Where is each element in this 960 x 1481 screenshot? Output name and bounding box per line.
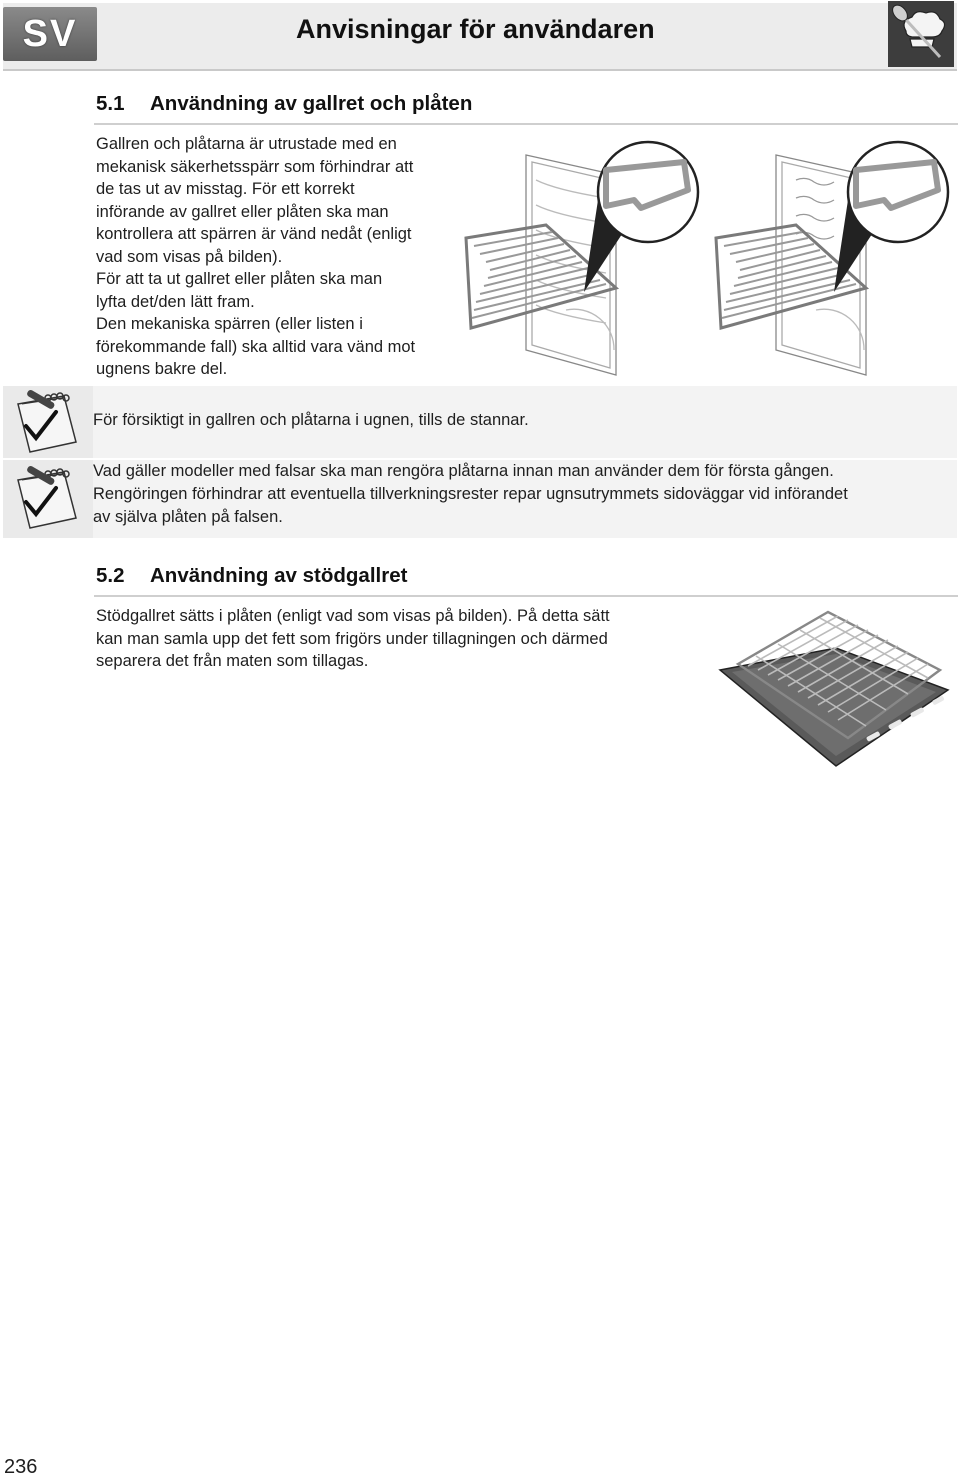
- section-2-paragraph: [96, 605, 706, 673]
- language-badge: [3, 7, 97, 61]
- text-line: förekommande fall) ska alltid vara vänd mot: [96, 337, 416, 356]
- section-heading-5-2: [96, 564, 407, 588]
- text-line: kontrollera att spärren är vänd nedåt (enligt: [96, 225, 412, 243]
- text-line: separera det från maten som tillagas.: [96, 652, 369, 670]
- section-divider: [94, 595, 958, 597]
- language-code: SV: [22, 12, 78, 55]
- text-line: Gallren och plåtarna är utrustade med en: [96, 135, 397, 153]
- text-line: vad som visas på bilden).: [96, 247, 283, 266]
- text-line: kan man samla upp det fett som frigörs under tillagningen och därmed: [96, 629, 608, 648]
- note-text: [93, 409, 956, 432]
- header-divider: [3, 69, 957, 71]
- text-line: För att ta ut gallret eller plåten ska man: [96, 270, 383, 288]
- text-line: Vad gäller modeller med falsar ska man rengöra plåtarna innan man använder dem för första gången.: [93, 462, 834, 480]
- section-heading-5-1: [96, 92, 472, 116]
- text-line: Rengöringen förhindrar att eventuella tillverkningsrester repar ugnsutrymmets sidoväggar vid införandet: [93, 485, 848, 503]
- text-line: mekanisk säkerhetsspärr som förhindrar att: [96, 157, 414, 176]
- notepad-check-icon: [12, 390, 82, 454]
- note-text: [93, 460, 956, 529]
- section-title: Användning av stödgallret: [150, 564, 408, 587]
- text-line: Den mekaniska spärren (eller listen i: [96, 315, 363, 333]
- text-line: lyfta det/den lätt fram.: [96, 292, 255, 311]
- text-line: av själva plåten på falsen.: [93, 508, 283, 526]
- text-line: Stödgallret sätts i plåten (enligt vad som visas på bilden). På detta sätt: [96, 607, 610, 625]
- text-line: ugnens bakre del.: [96, 360, 228, 378]
- page-number: 236: [4, 1456, 38, 1478]
- chef-hat-spoon-icon: [888, 1, 954, 67]
- text-line: införande av gallret eller plåten ska man: [96, 202, 389, 221]
- section-divider: [94, 123, 958, 125]
- oven-rack-illustration-left: [466, 150, 706, 380]
- notepad-check-icon: [12, 466, 82, 530]
- text-line: de tas ut av misstag. För ett korrekt: [96, 180, 355, 198]
- section-number: 5.1: [96, 92, 125, 115]
- tray-with-grid-illustration: [718, 608, 953, 768]
- oven-rack-illustration-right: [716, 150, 956, 380]
- header-title: Anvisningar för användaren: [296, 14, 655, 44]
- text-line: För försiktigt in gallren och plåtarna i ugnen, tills de stannar.: [93, 411, 529, 429]
- section-number: 5.2: [96, 564, 125, 587]
- section-title: Användning av gallret och plåten: [150, 92, 473, 115]
- section-1-paragraph: [96, 133, 456, 381]
